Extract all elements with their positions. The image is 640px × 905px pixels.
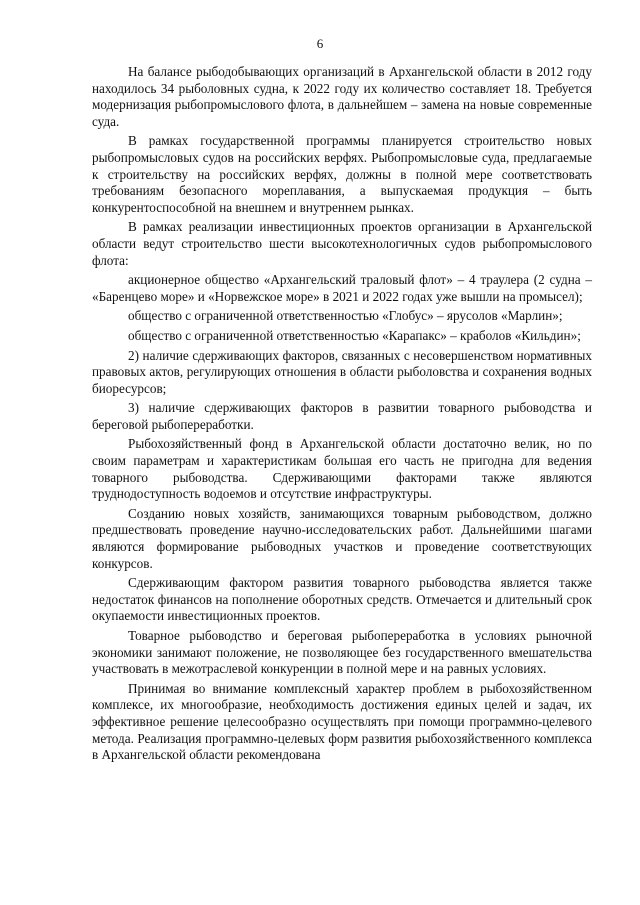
paragraph-karapaks: общество с ограниченной ответственностью «Карапакс» – краболов «Кильдин»; bbox=[128, 327, 581, 343]
paragraph-trawl-fleet: акционерное общество «Архангельский траловый флот» – 4 траулера (2 судна – «Баренцево море» и «Норвежское море» в 2021 и 2022 годах уже вышли на промысел); bbox=[92, 272, 592, 304]
paragraph-finance-constraint: Сдерживающим фактором развития товарного рыбоводства является также недостаток финансов на пополнение оборотных средств. Отмечается и длительный срок окупаемости инвестиционных проектов. bbox=[92, 575, 592, 624]
paragraph-state-program: В рамках государственной программы планируется строительство новых рыбопромысловых судов на российских верфях. Рыбопромысловые суда, предлагаемые к строительству на российских верфях, должны в полной мере соответствовать требованиям безопасного мореплавания, а выпускаемая продукция – быть конкурентоспособной на внешнем и внутреннем рынках. bbox=[92, 133, 592, 215]
paragraph-program-method: Принимая во внимание комплексный характер проблем в рыбохозяйственном комплексе, их многообразие, необходимость достижения единых целей и задач, их эффективное решение целесообразно осуществлять при помощи программно-целевого метода. Реализация программно-целевых форм развития рыбохозяйственного комплекса в Архангельской области рекомендована bbox=[92, 680, 592, 763]
paragraph-market-economy: Товарное рыбоводство и береговая рыбопереработка в условиях рыночной экономики занимают положение, не позволяющее без государственного вмешательства участвовать в межотраслевой конкуренции в полной мере и на равных условиях. bbox=[92, 628, 592, 677]
page-number: 6 bbox=[316, 36, 324, 51]
document-body bbox=[92, 64, 592, 767]
paragraph-new-farms: Созданию новых хозяйств, занимающихся товарным рыбоводством, должно предшествовать проведение научно-исследовательских работ. Дальнейшими шагами являются формирование рыбоводных участков и проведение соответствующих конкурсов. bbox=[92, 505, 592, 571]
paragraph-item-2: 2) наличие сдерживающих факторов, связанных с несовершенством нормативных правовых актов, регулирующих отношения в области рыболовства и сохранения водных биоресурсов; bbox=[92, 347, 592, 396]
paragraph-item-3: 3) наличие сдерживающих факторов в развитии товарного рыбоводства и береговой рыбопереработки. bbox=[92, 400, 592, 432]
paragraph-fleet-balance: На балансе рыбодобывающих организаций в Архангельской области в 2012 году находилось 34 рыболовных судна, к 2022 году их количество составляет 18. Требуется модернизация рыбопромыслового флота, в дальнейшем – замена на новые современные суда. bbox=[92, 64, 592, 129]
paragraph-investment-projects: В рамках реализации инвестиционных проектов организации в Архангельской области ведут строительство шести высокотехнологичных судов рыбопромыслового флота: bbox=[92, 219, 592, 268]
paragraph-fish-fund: Рыбохозяйственный фонд в Архангельской области достаточно велик, но по своим параметрам и характеристикам большая его часть не пригодна для ведения товарного рыбоводства. Сдерживающими факторами также являются труднодоступность водоемов и отсутствие инфраструктуры. bbox=[92, 436, 592, 502]
paragraph-globus: общество с ограниченной ответственностью «Глобус» – ярусолов «Марлин»; bbox=[128, 308, 563, 324]
